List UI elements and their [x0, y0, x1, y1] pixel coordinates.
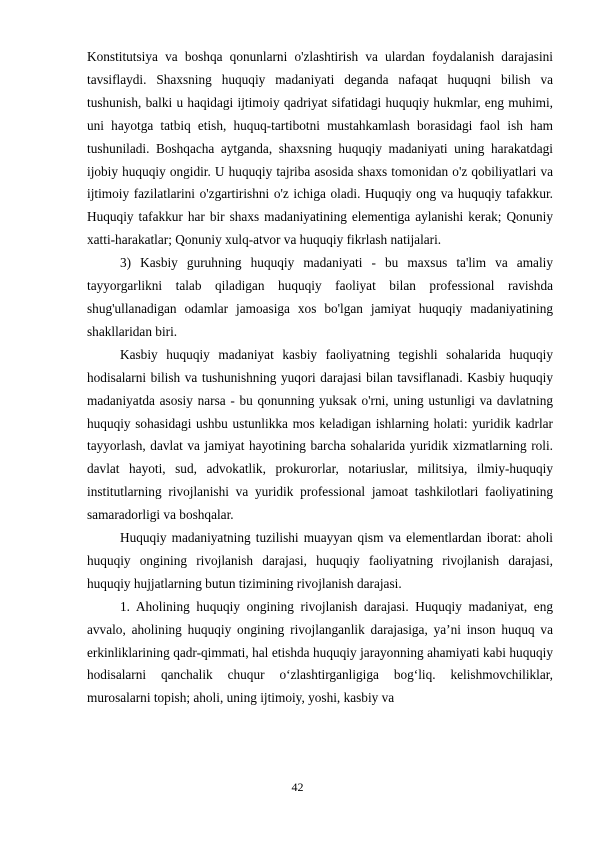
- paragraph-population-consciousness: 1. Aholining huquqiy ongining rivojlanish darajasi. Huquqiy madaniyat, eng avvalo, aholining huquqiy ongining rivojlanganlik darajasiga, ya’ni inson huquq va erkinliklarining qadr-qimmati, hal etishda huquqiy jarayonning ahamiyati kabi huquqiy hodisalarni qanchalik chuqur o‘zlashtirganligiga bog‘liq. kelishmovchiliklar, murosalarni topish; aholi, uning ijtimoiy, yoshi, kasbiy va: [87, 598, 553, 706]
- paragraph-continuation: Konstitutsiya va boshqa qonunlarni o'zlashtirish va ulardan foydalanish darajasini tavsiflaydi. Shaxsning huquqiy madaniyati deganda nafaqat huquqni bilish va tushunish, balki u haqidagi ijtimoiy qadriyat sifatidagi huquqiy hukmlar, eng muhimi, uni hayotga tatbiq etish, huquq-tartibotni mustahkamlash borasidagi faol ish ham tushuniladi. Boshqacha aytganda, shaxsning huquqiy madaniyati uning harakatdagi ijobiy huquqiy ongidir. U huquqiy tajriba asosida shaxs tomonidan o'z qobiliyatlari va ijtimoiy fazilatlarini o'zgartirishni o'z ichiga oladi. Huquqiy ong va huquqiy tafakkur. Huquqiy tafakkur har bir shaxs madaniyatining elementiga aylanishi kerak; Qonuniy xatti-harakatlar; Qonuniy xulq-atvor va huquqiy fikrlash natijalari.: [87, 49, 553, 248]
- paragraph-professional-group: 3) Kasbiy guruhning huquqiy madaniyati - bu maxsus ta'lim va amaliy tayyorgarlikni talab qiladigan huquqiy faoliyat bilan professional ravishda shug'ullanadigan odamlar jamoasiga xos bo'lgan jamiyat huquqiy madaniyatining shakllaridan biri.: [87, 255, 553, 339]
- paragraph-professional-culture: Kasbiy huquqiy madaniyat kasbiy faoliyatning tegishli sohalarida huquqiy hodisalarni bilish va tushunishning yuqori darajasi bilan tavsiflanadi. Kasbiy huquqiy madaniyatda asosiy narsa - bu qonunning yuksak o'rni, uning ustunligi va davlatning huquqiy sohasidagi ushbu ustunlikka mos keladigan ishlarning holati: yuridik kadrlar tayyorlash, davlat va jamiyat hayotining barcha sohalarida yuridik xizmatlarning roli. davlat hayoti, sud, advokatlik, prokurorlar, notariuslar, militsiya, ilmiy-huquqiy institutlarning rivojlanishi va yuridik professional jamoat tashkilotlari faoliyatining samaradorligi va boshqalar.: [87, 346, 553, 523]
- paragraph-structure: Huquqiy madaniyatning tuzilishi muayyan qism va elementlardan iborat: aholi huquqiy ongining rivojlanish darajasi, huquqiy faoliyatning rivojlanish darajasi, huquqiy hujjatlarning butun tizimining rivojlanish darajasi.: [87, 530, 553, 591]
- document-page: [87, 46, 553, 710]
- page-number: 42: [291, 780, 304, 794]
